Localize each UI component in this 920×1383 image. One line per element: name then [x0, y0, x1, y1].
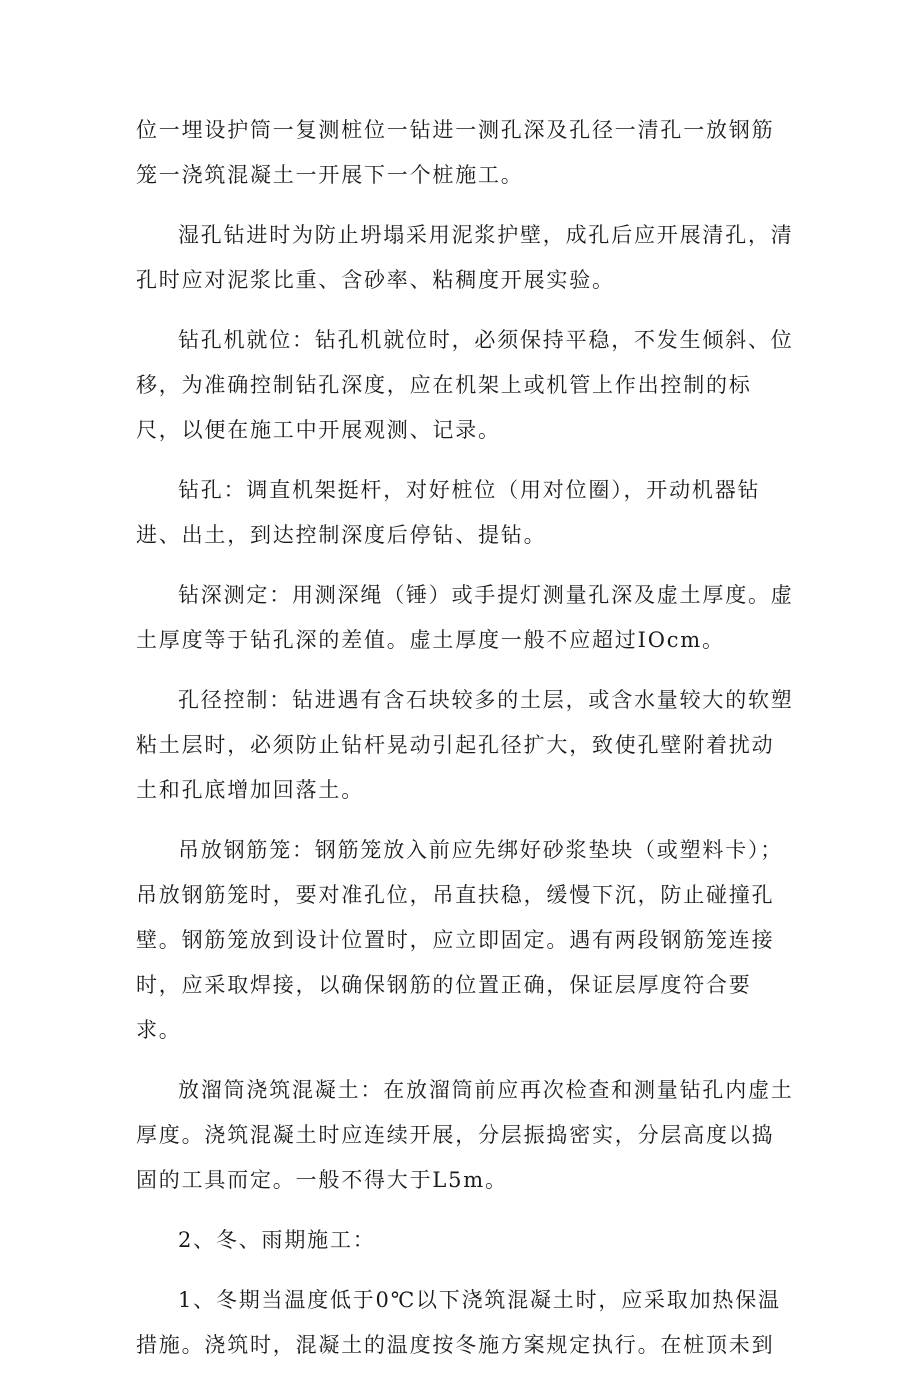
paragraph-2: 湿孔钻进时为防止坍塌采用泥浆护壁，成孔后应开展清孔，清孔时应对泥浆比重、含砂率、粘稠度开展实验。 — [136, 223, 794, 292]
paragraph-5: 钻深测定：用测深绳（锤）或手提灯测量孔深及虚土厚度。虚土厚度等于钻孔深的差值。虚土厚度一般不应超过IOcm。 — [136, 583, 794, 652]
paragraph-6: 孔径控制：钻进遇有含石块较多的土层，或含水量较大的软塑粘土层时，必须防止钻杆晃动引起孔径扩大，致使孔壁附着扰动土和孔底增加回落土。 — [136, 688, 794, 802]
paragraph-3: 钻孔机就位：钻孔机就位时，必须保持平稳，不发生倾斜、位移，为准确控制钻孔深度，应在机架上或机管上作出控制的标尺，以便在施工中开展观测、记录。 — [136, 328, 794, 442]
paragraph-4: 钻孔：调直机架挺杆，对好桩位（用对位圈），开动机器钻进、出土，到达控制深度后停钻、提钻。 — [136, 478, 761, 547]
paragraph-1: 位一埋设护筒一复测桩位一钻进一测孔深及孔径一清孔一放钢筋笼一浇筑混凝土一开展下一个桩施工。 — [136, 118, 775, 187]
paragraph-7: 吊放钢筋笼：钢筋笼放入前应先绑好砂浆垫块（或塑料卡）；吊放钢筋笼时，要对准孔位，吊直扶稳，缓慢下沉，防止碰撞孔壁。钢筋笼放到设计位置时，应立即固定。遇有两段钢筋笼连接时，应采取焊接，以确保钢筋的位置正确，保证层厚度符合要求。 — [136, 838, 784, 1042]
paragraph-9: 1、冬期当温度低于0℃以下浇筑混凝土时，应采取加热保温措施。浇筑时，混凝土的温度按冬施方案规定执行。在桩顶未到 — [136, 1288, 781, 1357]
section-heading: 2、冬、雨期施工： — [178, 1228, 376, 1252]
paragraph-8: 放溜筒浇筑混凝土：在放溜筒前应再次检查和测量钻孔内虚土厚度。浇筑混凝土时应连续开展，分层振捣密实，分层高度以捣固的工具而定。一般不得大于L5m。 — [136, 1078, 794, 1192]
document-body — [136, 108, 796, 1383]
